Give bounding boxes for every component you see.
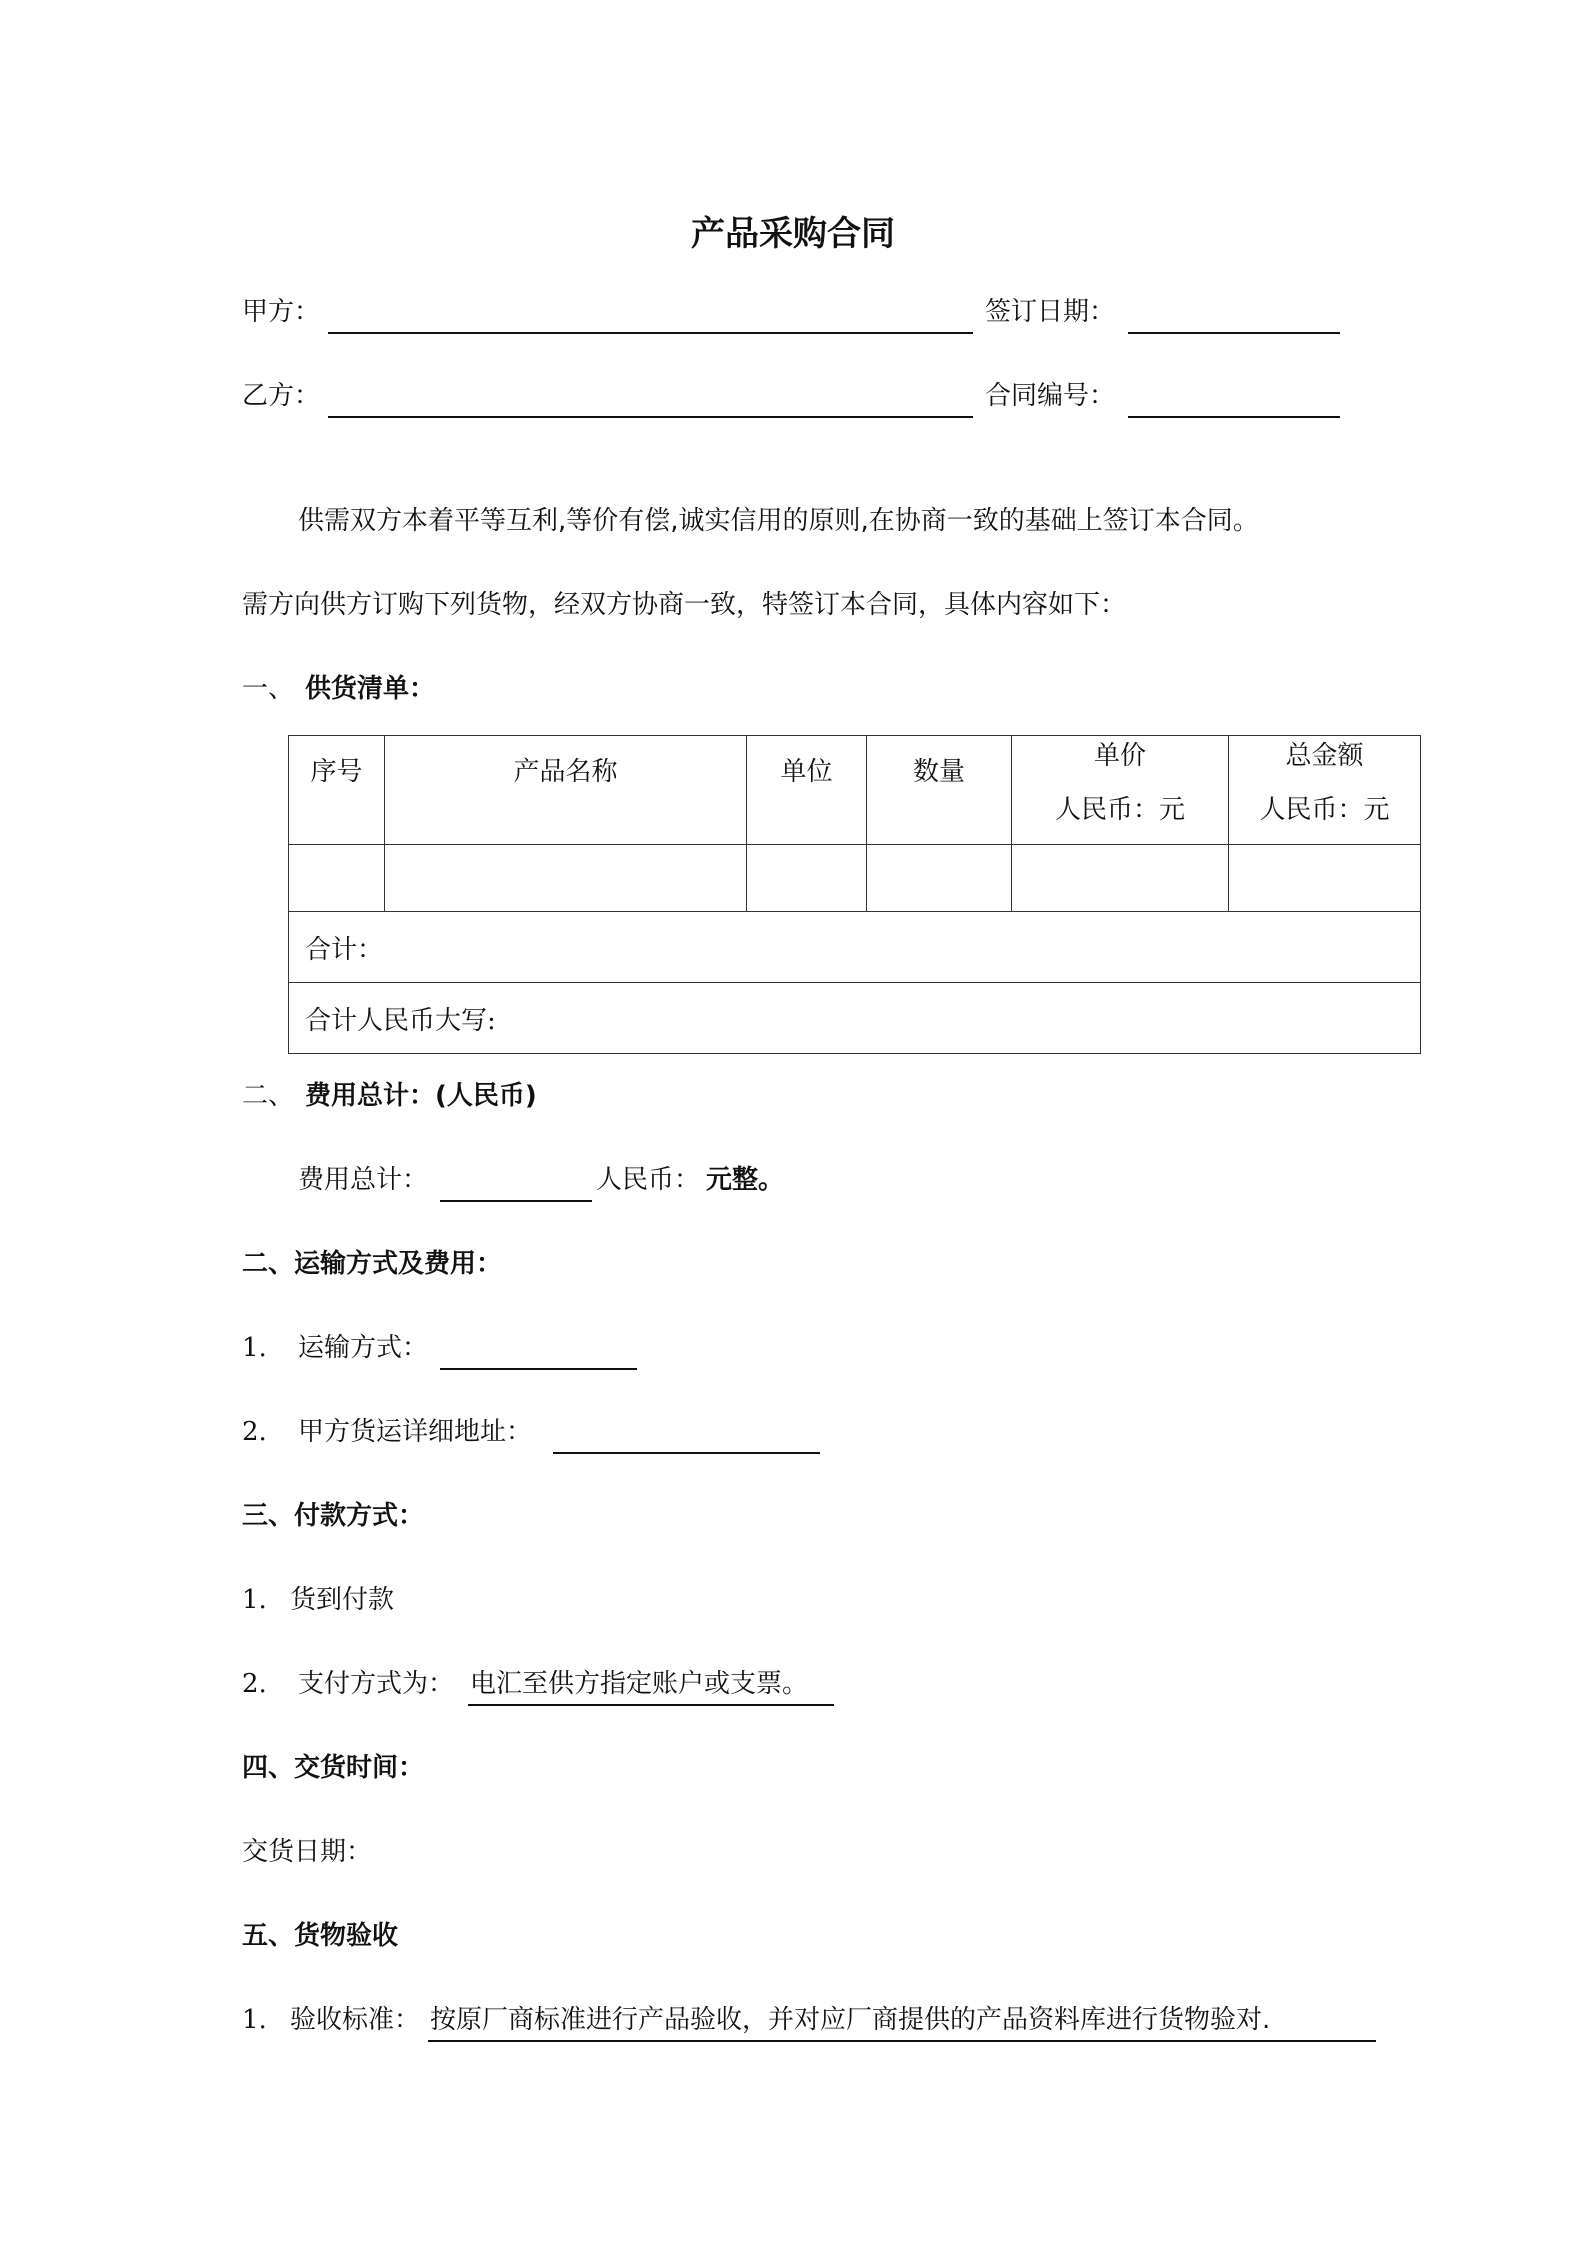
total-amount-label: 总金额 [1285,741,1364,771]
acceptance-standard-label: 验收标准： [290,2005,421,2035]
supply-table [288,735,1421,1054]
header-cell-unit-price [1012,736,1229,845]
cell-index[interactable] [289,845,385,912]
transport-method-label: 运输方式： [298,1333,429,1363]
payment-method-value: 电汇至供方指定账户或支票。 [470,1669,809,1699]
cell-quantity[interactable] [867,845,1012,912]
header-cell-total-amount [1229,736,1421,845]
sign-date-label: 签订日期： [985,297,1116,327]
party-a-label: 甲方： [242,297,321,327]
acceptance-item-1-number: 1. [242,2005,267,2035]
transport-item-2-number: 2. [242,1417,267,1447]
sum-upper-row [289,983,1421,1054]
cell-unit-price[interactable] [1012,845,1229,912]
table-header-row [289,736,1421,845]
party-a-field[interactable] [328,332,973,334]
page-title: 产品采购合同 [691,214,895,254]
delivery-title: 四、交货时间： [242,1753,425,1783]
intro-paragraph-1: 供需双方本着平等互利,等价有偿,诚实信用的原则,在协商一致的基础上签订本合同。 [298,506,1259,536]
shipping-address-field[interactable] [553,1452,820,1454]
section-1-number: 一、 [242,674,295,704]
payment-item-1-number: 1. [242,1585,267,1615]
sum-upper-cell[interactable]: 合计人民币大写: [289,983,1421,1054]
sum-cell[interactable]: 合计： [289,912,1421,983]
table-row [289,845,1421,912]
fee-total-field[interactable] [440,1200,592,1202]
party-b-field[interactable] [328,416,973,418]
shipping-address-label: 甲方货运详细地址： [298,1417,533,1447]
acceptance-title: 五、货物验收 [242,1921,399,1951]
contract-no-label: 合同编号： [985,381,1116,411]
cell-product-name[interactable] [385,845,747,912]
section-2-title: 费用总计：(人民币) [305,1081,537,1111]
payment-item-1-text: 货到付款 [290,1585,395,1615]
section-1-title: 供货清单： [305,674,436,704]
contract-no-field[interactable] [1128,416,1340,418]
payment-item-2-number: 2. [242,1669,267,1699]
transport-method-field[interactable] [440,1368,637,1370]
header-cell-unit: 单位 [747,736,867,845]
party-b-label: 乙方： [242,381,321,411]
sum-row [289,912,1421,983]
fee-total-label: 费用总计： [298,1165,429,1195]
section-2-number: 二、 [242,1081,295,1111]
payment-title: 三、付款方式： [242,1501,425,1531]
payment-method-underline [468,1704,834,1706]
yuan-label: 元整。 [706,1165,785,1195]
header-cell-index: 序号 [289,736,385,845]
unit-price-label: 单价 [1093,741,1146,771]
header-cell-product-name: 产品名称 [385,736,747,845]
transport-title: 二、运输方式及费用： [242,1249,503,1279]
header-cell-quantity: 数量 [867,736,1012,845]
intro-paragraph-2: 需方向供方订购下列货物，经双方协商一致，特签订本合同，具体内容如下： [242,590,1127,620]
sign-date-field[interactable] [1128,332,1340,334]
acceptance-standard-underline [428,2040,1376,2042]
delivery-date-label: 交货日期： [242,1837,373,1867]
total-amount-sub: 人民币：元 [1259,795,1390,825]
transport-item-1-number: 1. [242,1333,267,1363]
acceptance-standard-value: 按原厂商标准进行产品验收，并对应厂商提供的产品资料库进行货物验对. [430,2005,1271,2035]
payment-method-label: 支付方式为： [298,1669,455,1699]
rmb-label: 人民币： [596,1165,701,1195]
cell-unit[interactable] [747,845,867,912]
cell-total-amount[interactable] [1229,845,1421,912]
unit-price-sub: 人民币：元 [1054,795,1185,825]
